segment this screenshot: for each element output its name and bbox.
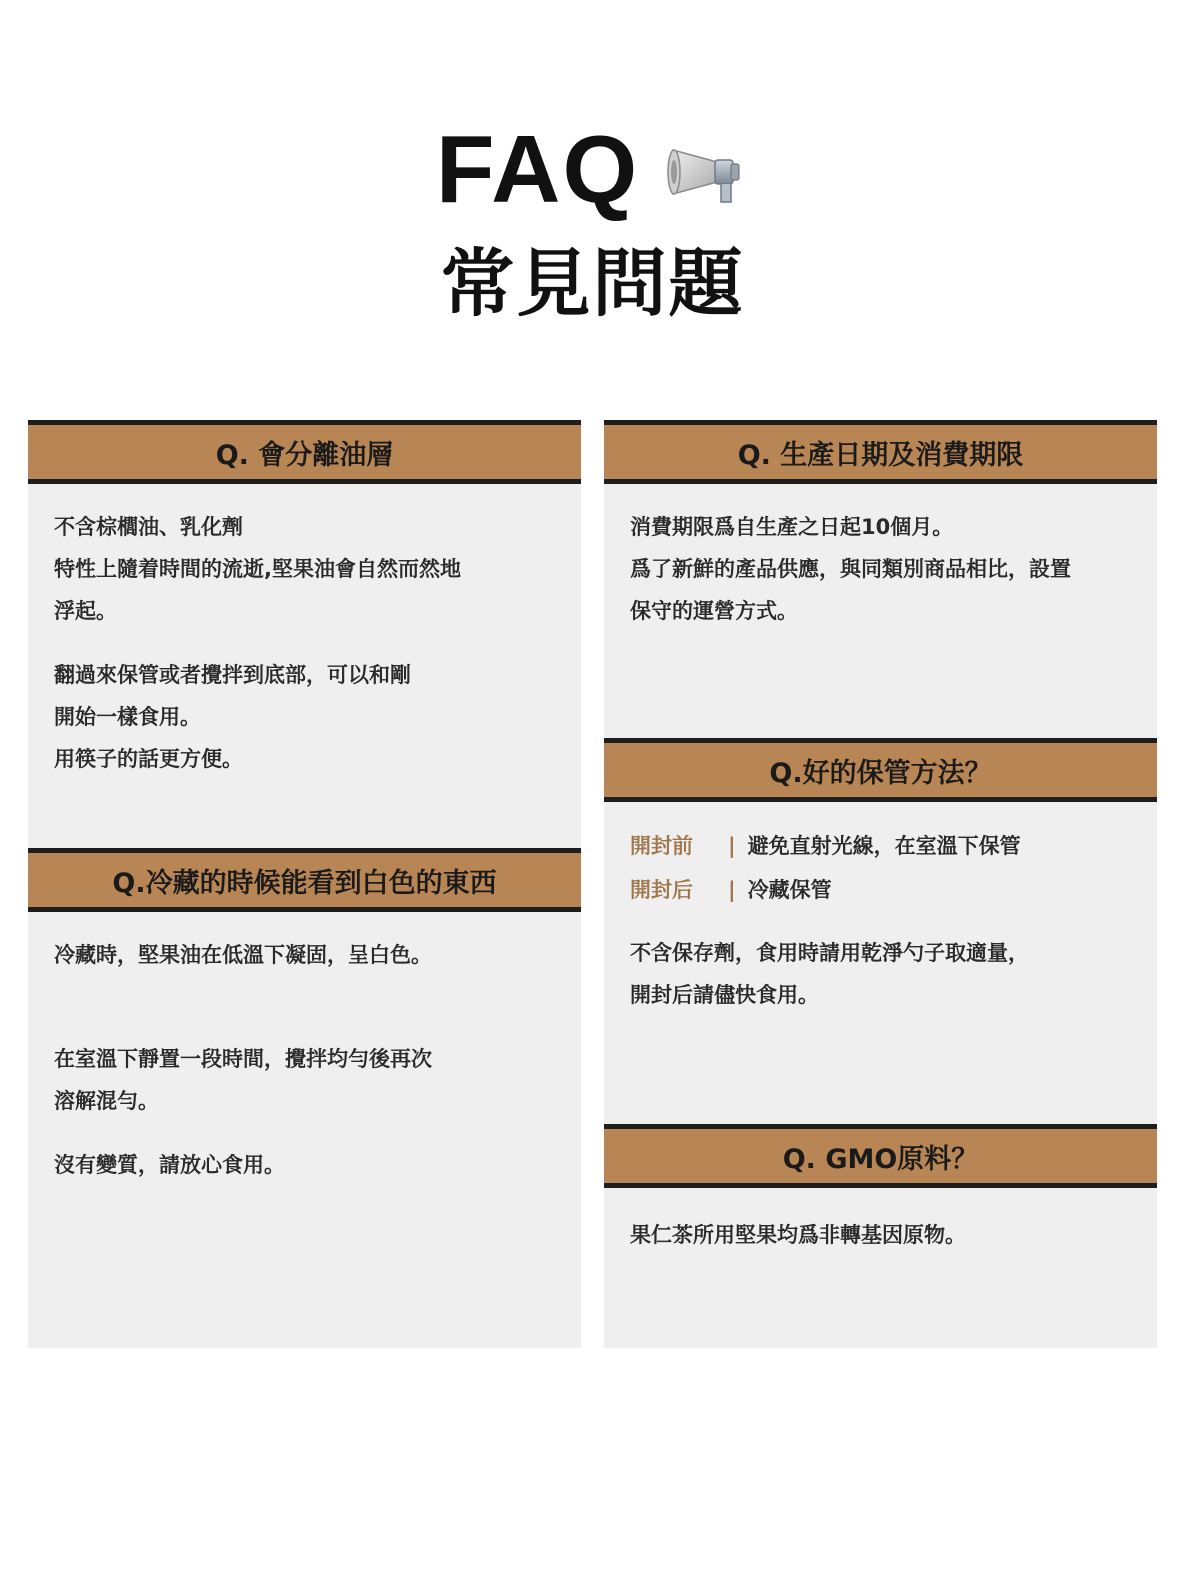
question-bar-oil-separation xyxy=(28,420,581,484)
answer-line: 沒有變質，請放心食用。 xyxy=(54,1153,285,1177)
question-bar-gmo xyxy=(604,1124,1157,1188)
label-separator: | xyxy=(728,878,736,902)
question-text: Q. 會分離油層 xyxy=(215,439,394,471)
storage-row-before-opening xyxy=(630,824,1130,868)
storage-value: 避免直射光線，在室溫下保管 xyxy=(747,834,1021,858)
label-separator: | xyxy=(728,834,736,858)
answer-storage xyxy=(630,824,1130,1016)
answer-line: 果仁茶所用堅果均爲非轉基因原物。 xyxy=(630,1223,966,1247)
answer-white-substance xyxy=(54,934,554,1186)
answer-line: 不含棕櫚油、乳化劑 xyxy=(54,515,243,539)
answer-line: 消費期限爲自生產之日起10個月。 xyxy=(630,515,954,539)
question-bar-storage xyxy=(604,738,1157,802)
storage-label: 開封前 xyxy=(630,834,693,858)
answer-line: 浮起。 xyxy=(54,599,117,623)
question-text: Q. 生產日期及消費期限 xyxy=(737,439,1024,471)
storage-value: 冷藏保管 xyxy=(747,878,832,902)
answer-oil-separation xyxy=(54,506,554,780)
answer-line: 翻過來保管或者攪拌到底部，可以和剛 xyxy=(54,663,411,687)
question-text: Q.冷藏的時候能看到白色的東西 xyxy=(112,867,497,899)
faq-column-right xyxy=(604,420,1157,1348)
answer-line: 開始一樣食用。 xyxy=(54,705,201,729)
page-header xyxy=(0,116,1185,327)
question-text: Q. GMO原料？ xyxy=(782,1143,979,1175)
page-subtitle: 常見問題 xyxy=(440,241,745,327)
answer-dates xyxy=(630,506,1130,632)
answer-line: 保守的運營方式。 xyxy=(630,599,798,623)
answer-line: 在室溫下靜置一段時間，攪拌均勻後再次 xyxy=(54,1047,432,1071)
answer-line: 溶解混勻。 xyxy=(54,1089,159,1113)
megaphone-icon xyxy=(665,128,749,212)
faq-column-left xyxy=(28,420,581,1348)
answer-line: 開封后請儘快食用。 xyxy=(630,983,819,1007)
storage-row-after-opening xyxy=(630,868,1130,912)
question-bar-white-substance xyxy=(28,848,581,912)
page-title: FAQ xyxy=(435,116,640,223)
question-bar-dates xyxy=(604,420,1157,484)
storage-label: 開封后 xyxy=(630,878,693,902)
answer-line: 不含保存劑，食用時請用乾淨勺子取適量， xyxy=(630,941,1029,965)
answer-line: 冷藏時，堅果油在低溫下凝固，呈白色。 xyxy=(54,943,432,967)
answer-line: 用筷子的話更方便。 xyxy=(54,747,243,771)
answer-line: 特性上隨着時間的流逝,堅果油會自然而然地 xyxy=(54,557,461,581)
answer-line: 爲了新鮮的產品供應，與同類別商品相比，設置 xyxy=(630,557,1071,581)
question-text: Q.好的保管方法？ xyxy=(769,757,992,789)
answer-gmo xyxy=(630,1214,1130,1256)
faq-title-row xyxy=(0,116,1185,223)
